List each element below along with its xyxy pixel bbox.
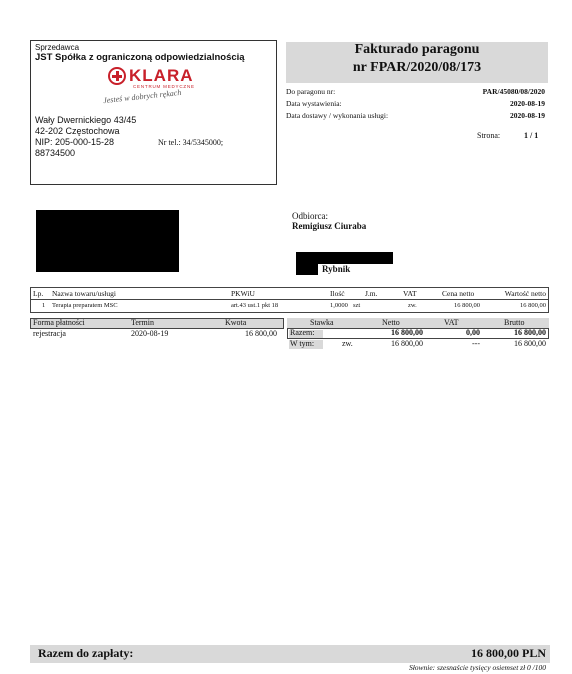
seller-slogan: Jesteś w dobrych rękach xyxy=(102,87,182,106)
summary-total-label: Razem: xyxy=(290,328,315,337)
item-pkwiu: art.43 ust.1 pkt 18 xyxy=(231,302,279,309)
summary-incl-label: W tym: xyxy=(290,339,315,348)
redacted-postcode xyxy=(296,263,318,275)
seller-logo: KLARA xyxy=(129,66,194,85)
redacted-block xyxy=(36,210,179,272)
item-name: Terapia preparatem MSC xyxy=(52,302,118,309)
buyer-label: Odbiorca: xyxy=(292,211,328,221)
items-header-lp: Lp. xyxy=(33,289,44,298)
summary-incl-net: 16 800,00 xyxy=(391,339,423,348)
total-in-words: Słownie: szesnaście tysięcy osiemset zł 0 /100 xyxy=(408,663,546,672)
field-value-issue-date: 2020-08-19 xyxy=(510,99,545,108)
items-header-name: Nazwa towaru/usługi xyxy=(52,289,116,298)
summary-header-gross: Brutto xyxy=(504,318,525,327)
item-qty: 1,0000 xyxy=(330,302,348,309)
summary-incl-gross: 16 800,00 xyxy=(514,339,546,348)
summary-incl-vat: --- xyxy=(472,339,480,348)
invoice-number: nr FPAR/2020/08/173 xyxy=(352,60,482,75)
seller-street: Wały Dwernickiego 43/45 xyxy=(35,115,137,125)
payment-term: 2020-08-19 xyxy=(131,329,169,338)
field-value-delivery-date: 2020-08-19 xyxy=(510,111,545,120)
buyer-name: Remigiusz Ciuraba xyxy=(292,221,367,231)
medical-cross-icon xyxy=(108,67,126,85)
items-header-pkwiu: PKWiU xyxy=(231,289,255,298)
items-header-net-value: Wartość netto xyxy=(504,289,546,298)
payment-header-method: Forma płatności xyxy=(33,318,85,327)
field-label-issue-date: Data wystawienia: xyxy=(286,99,342,108)
item-lp: 1 xyxy=(42,302,46,309)
payment-header-amount: Kwota xyxy=(225,318,247,327)
buyer-city: Rybnik xyxy=(322,264,351,274)
summary-header-net: Netto xyxy=(382,318,400,327)
payment-amount: 16 800,00 xyxy=(245,329,277,338)
seller-phone: Nr tel.: 34/5345000; xyxy=(158,138,224,147)
seller-nip: NIP: 205-000-15-28 xyxy=(35,137,115,147)
total-label: Razem do zapłaty: xyxy=(38,646,134,660)
seller-logo-sub: CENTRUM MEDYCZNE xyxy=(133,84,195,89)
total-value: 16 800,00 PLN xyxy=(471,646,546,660)
items-header-unit: J.m. xyxy=(365,289,378,298)
payment-header-term: Termin xyxy=(131,318,154,327)
item-net-price: 16 800,00 xyxy=(454,302,480,309)
page-label: Strona: xyxy=(477,131,501,140)
item-net-value: 16 800,00 xyxy=(520,302,546,309)
summary-header-rate: Stawka xyxy=(310,318,334,327)
items-header-vat: VAT xyxy=(403,289,417,298)
summary-incl-rate: zw. xyxy=(342,339,353,348)
invoice-title: Fakturado paragonu xyxy=(354,42,480,57)
page-value: 1 / 1 xyxy=(524,131,539,140)
summary-header-vat: VAT xyxy=(444,318,459,327)
payment-method: rejestracja xyxy=(33,329,66,338)
summary-total-vat: 0,00 xyxy=(466,328,480,337)
item-unit: szt xyxy=(353,302,361,309)
summary-total-net: 16 800,00 xyxy=(391,328,423,337)
field-label-receipt: Do paragonu nr: xyxy=(286,87,336,96)
items-header-net-price: Cena netto xyxy=(442,289,475,298)
items-header-qty: Ilość xyxy=(330,289,345,298)
seller-company: JST Spółka z ograniczoną odpowiedzialnością xyxy=(35,52,245,63)
item-vat: zw. xyxy=(408,302,417,309)
seller-city: 42-202 Częstochowa xyxy=(35,126,120,136)
seller-regon: 88734500 xyxy=(35,148,76,158)
summary-total-gross: 16 800,00 xyxy=(514,328,546,337)
field-value-receipt: PAR/45080/08/2020 xyxy=(482,87,545,96)
seller-label: Sprzedawca xyxy=(35,43,80,52)
items-table-divider xyxy=(30,299,549,300)
field-label-delivery-date: Data dostawy / wykonania usługi: xyxy=(286,111,389,120)
